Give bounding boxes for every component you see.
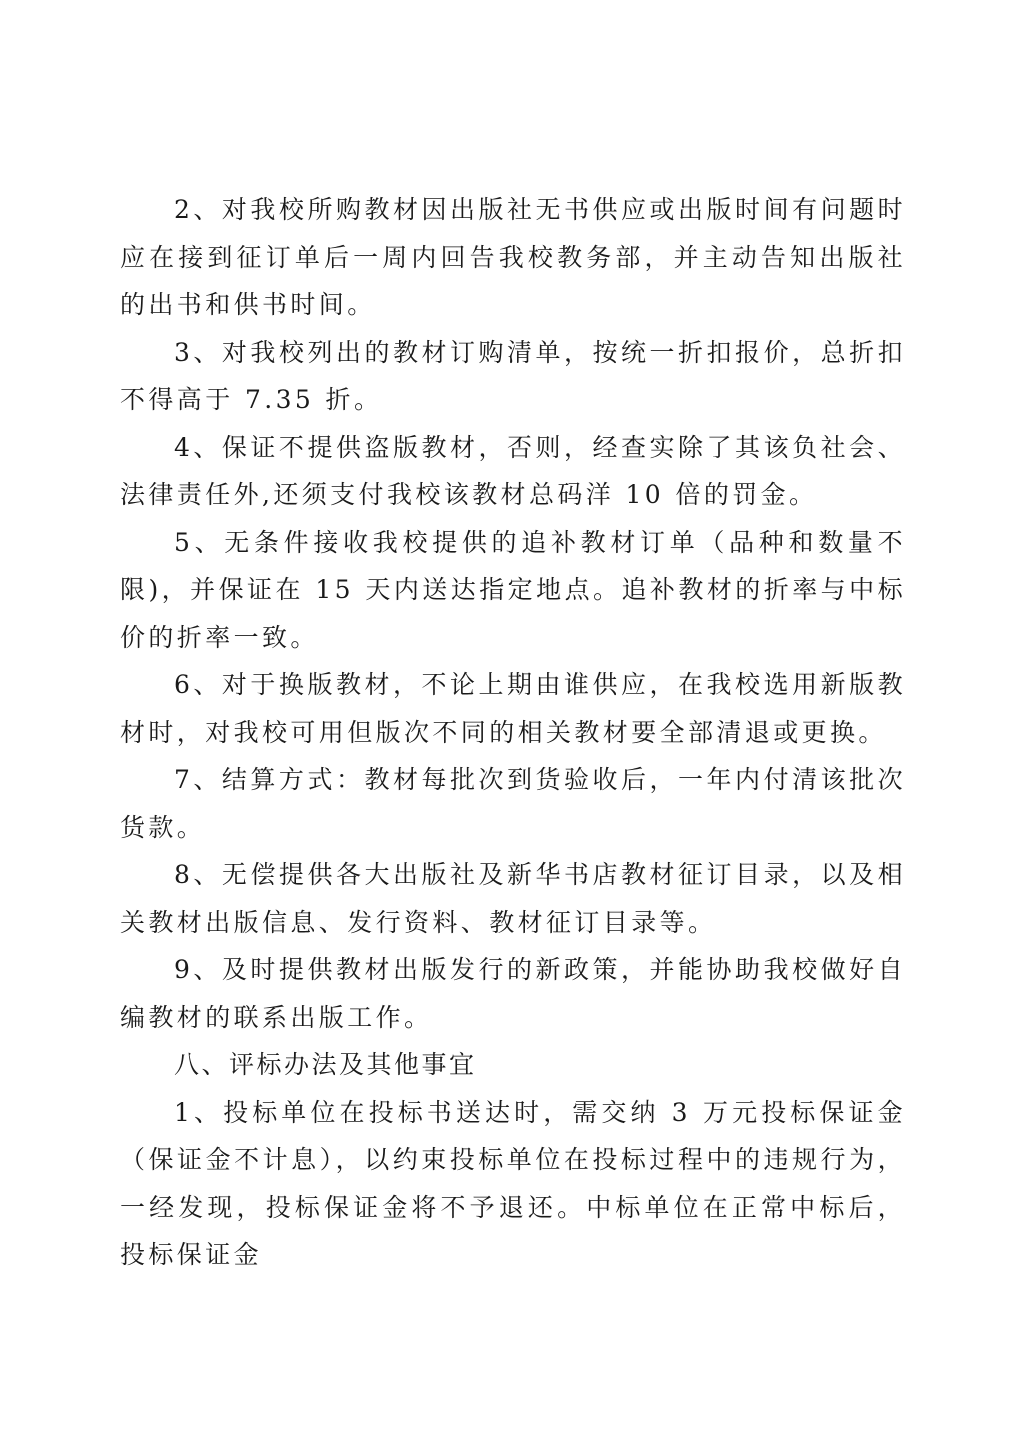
section-paragraph-1: 1、投标单位在投标书送达时，需交纳 3 万元投标保证金（保证金不计息），以约束投标单位在投标过程中的违规行为，一经发现，投标保证金将不予退还。中标单位在正常中标后，投标保证金 — [120, 1097, 906, 1269]
paragraph-item-7: 7、结算方式：教材每批次到货验收后，一年内付清该批次货款。 — [120, 765, 906, 842]
paragraph-item-2: 2、对我校所购教材因出版社无书供应或出版时间有问题时应在接到征订单后一周内回告我校教务部，并主动告知出版社的出书和供书时间。 — [120, 195, 906, 319]
section-heading: 八、评标办法及其他事宜 — [174, 1050, 477, 1079]
paragraph-item-8: 8、无偿提供各大出版社及新华书店教材征订目录，以及相关教材出版信息、发行资料、教材征订目录等。 — [120, 860, 906, 937]
paragraph-item-6: 6、对于换版教材，不论上期由谁供应，在我校选用新版教材时，对我校可用但版次不同的相关教材要全部清退或更换。 — [120, 670, 906, 747]
document-page — [120, 186, 906, 1279]
paragraph-item-4: 4、保证不提供盗版教材，否则，经查实除了其该负社会、法律责任外,还须支付我校该教材总码洋 10 倍的罚金。 — [120, 432, 906, 509]
paragraph-item-3: 3、对我校列出的教材订购清单，按统一折扣报价，总折扣不得高于 7.35 折。 — [120, 337, 906, 414]
paragraph-item-5: 5、无条件接收我校提供的追补教材订单（品种和数量不限)，并保证在 15 天内送达指定地点。追补教材的折率与中标价的折率一致。 — [120, 527, 906, 652]
paragraph-item-9: 9、及时提供教材出版发行的新政策，并能协助我校做好自编教材的联系出版工作。 — [120, 955, 906, 1032]
